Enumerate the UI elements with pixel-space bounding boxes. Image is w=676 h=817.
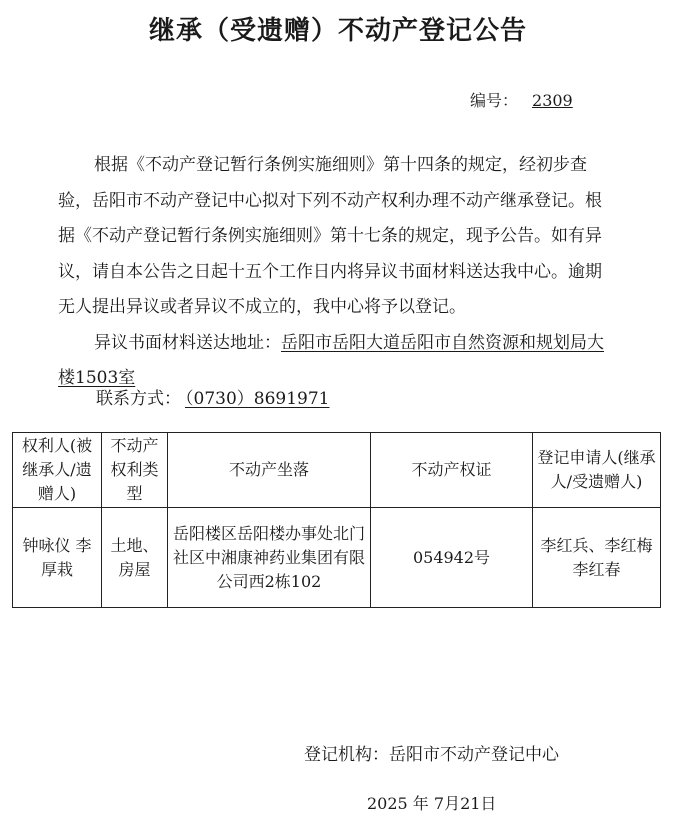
header-applicant: 登记申请人(继承人/受遗赠人) xyxy=(533,433,661,508)
cell-applicant: 李红兵、李红梅 李红春 xyxy=(533,508,661,608)
notice-paragraph: 根据《不动产登记暂行条例实施细则》第十四条的规定，经初步查验，岳阳市不动产登记中心拟对下列不动产权利办理不动产继承登记。根据《不动产登记暂行条例实施细则》第十七条的规定，现予公告。如有异议，请自本公告之日起十五个工作日内将异议书面材料送达我中心。逾期无人提出异议或者异议不成立的，我中心将予以登记。 xyxy=(58,155,602,317)
cell-holder: 钟咏仪 李厚栽 xyxy=(13,508,102,608)
address-label: 异议书面材料送达地址： xyxy=(94,332,281,353)
header-location: 不动产坐落 xyxy=(168,433,371,508)
notice-number xyxy=(470,88,573,111)
header-holder: 权利人(被继承人/遗赠人) xyxy=(13,433,102,508)
registration-org: 登记机构：岳阳市不动产登记中心 xyxy=(304,745,559,765)
registration-table xyxy=(12,432,661,608)
contact-line xyxy=(96,384,333,409)
table-row xyxy=(13,508,661,608)
notice-body xyxy=(58,148,618,397)
cell-location: 岳阳楼区岳阳楼办事处北门社区中湘康神药业集团有限公司西2栋102 xyxy=(168,508,371,608)
contact-label: 联系方式： xyxy=(96,389,181,409)
contact-value: （0730）8691971 xyxy=(185,389,330,409)
cell-certificate: 054942号 xyxy=(371,508,533,608)
notice-date: 2025 年 7月21日 xyxy=(367,794,497,813)
address-value: 岳阳市岳阳大道岳阳市自然资源和规划局大楼1503室 xyxy=(58,332,604,388)
notice-number-value: 2309 xyxy=(532,91,573,110)
notice-number-label: 编号： xyxy=(470,91,519,110)
table-header-row xyxy=(13,433,661,508)
cell-right-type: 土地、房屋 xyxy=(102,508,168,608)
header-right-type: 不动产权利类型 xyxy=(102,433,168,508)
header-certificate: 不动产权证 xyxy=(371,433,533,508)
page-title: 继承（受遗赠）不动产登记公告 xyxy=(148,16,527,46)
